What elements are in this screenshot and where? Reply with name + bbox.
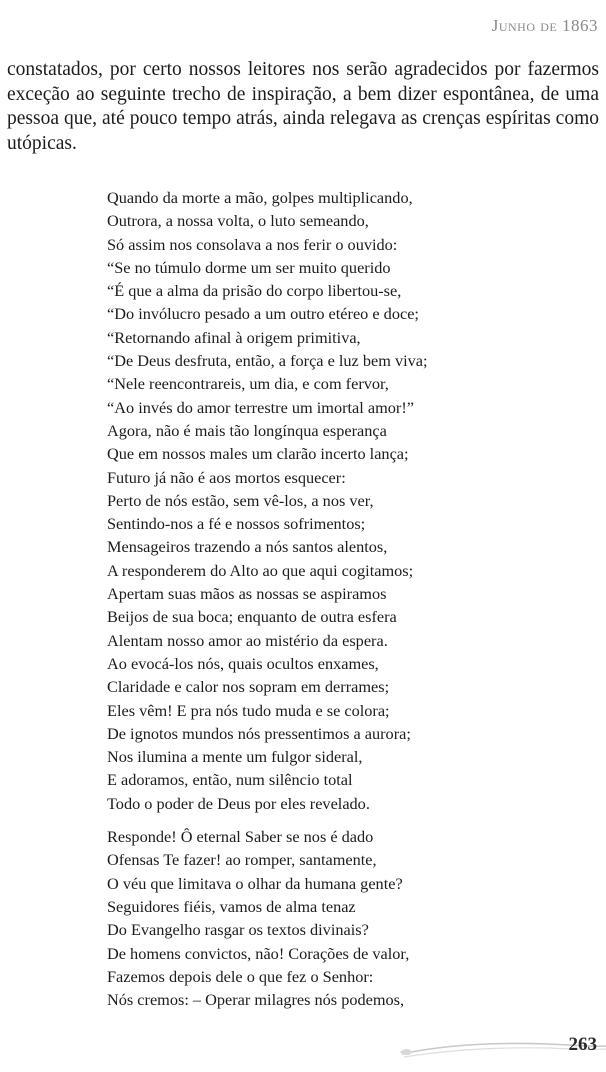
poem-verse: De ignotos mundos nós pressentimos a aurora; [107, 723, 411, 743]
poem-verse: Mensageiros trazendo a nós santos alentos, [107, 537, 388, 557]
poem-verse: Só assim nos consolava a nos ferir o ouvido: [107, 234, 398, 254]
intro-paragraph [7, 58, 599, 156]
poem-verse: Apertam suas mãos as nossas se aspiramos [107, 584, 387, 604]
poem-verse: Ofensas Te fazer! ao romper, santamente, [107, 850, 377, 870]
poem-verse: Perto de nós estão, sem vê-los, a nos ver, [107, 490, 374, 510]
poem-verse: Agora, não é mais tão longínqua esperança [107, 420, 387, 440]
poem-verse: De homens convictos, não! Corações de valor, [107, 943, 410, 963]
poem-verse: “Do invólucro pesado a um outro etéreo e doce; [107, 304, 419, 324]
poem-verse: Quando da morte a mão, golpes multiplicando, [107, 188, 413, 207]
page-number: 263 [568, 1034, 597, 1055]
poem-verse: “Nele reencontrareis, um dia, e com fervor, [107, 374, 389, 394]
poem [107, 186, 587, 1011]
poem-verse: Beijos de sua boca; enquanto de outra esfera [107, 607, 397, 627]
poem-verse: “Ao invés do amor terrestre um imortal amor!” [107, 397, 414, 417]
poem-verse: Ao evocá-los nós, quais ocultos enxames, [107, 653, 379, 673]
poem-verse: “Retornando afinal à origem primitiva, [107, 327, 361, 347]
poem-verse: Todo o poder de Deus por eles revelado. [107, 793, 370, 813]
poem-verse: Alentam nosso amor ao mistério da espera. [107, 630, 388, 650]
poem-verse: O véu que limitava o olhar da humana gente? [107, 873, 403, 893]
poem-verse: Nos ilumina a mente um fulgor sideral, [107, 747, 363, 767]
poem-verse: Futuro já não é aos mortos esquecer: [107, 467, 346, 487]
poem-verse: E adoramos, então, num silêncio total [107, 770, 353, 790]
poem-verse: Nós cremos: – Operar milagres nós podemos, [107, 990, 405, 1010]
poem-verse: Responde! Ô eternal Saber se nos é dado [107, 827, 374, 847]
poem-verse: Do Evangelho rasgar os textos divinais? [107, 920, 369, 940]
poem-verse: Seguidores fiéis, vamos de alma tenaz [107, 896, 356, 916]
poem-verse: “É que a alma da prisão do corpo libertou-se, [107, 281, 402, 301]
poem-verse: “De Deus desfruta, então, a força e luz bem viva; [107, 351, 428, 371]
poem-verse: Fazemos depois dele o que fez o Senhor: [107, 966, 374, 986]
poem-verse: Claridade e calor nos sopram em derrames; [107, 677, 390, 697]
poem-stanza [107, 186, 587, 815]
poem-verse: Que em nossos males um clarão incerto lança; [107, 444, 409, 464]
poem-verse: Sentindo-nos a fé e nossos sofrimentos; [107, 514, 366, 534]
poem-verse: A responderem do Alto ao que aqui cogitamos; [107, 560, 414, 580]
poem-stanza [107, 825, 587, 1011]
intro-text: constatados, por certo nossos leitores nos serão agradecidos por fazermos exceção ao seguinte trecho de inspiração, a bem dizer espontânea, de uma pessoa que, até pouco tempo atrás, ainda relegava as crenças espíritas como utópicas. [7, 59, 599, 154]
poem-verse: Outrora, a nossa volta, o luto semeando, [107, 211, 369, 231]
poem-verse: “Se no túmulo dorme um ser muito querido [107, 257, 391, 277]
poem-verse: Eles vêm! E pra nós tudo muda e se colora; [107, 700, 390, 720]
running-head: Junho de 1863 [491, 16, 598, 35]
